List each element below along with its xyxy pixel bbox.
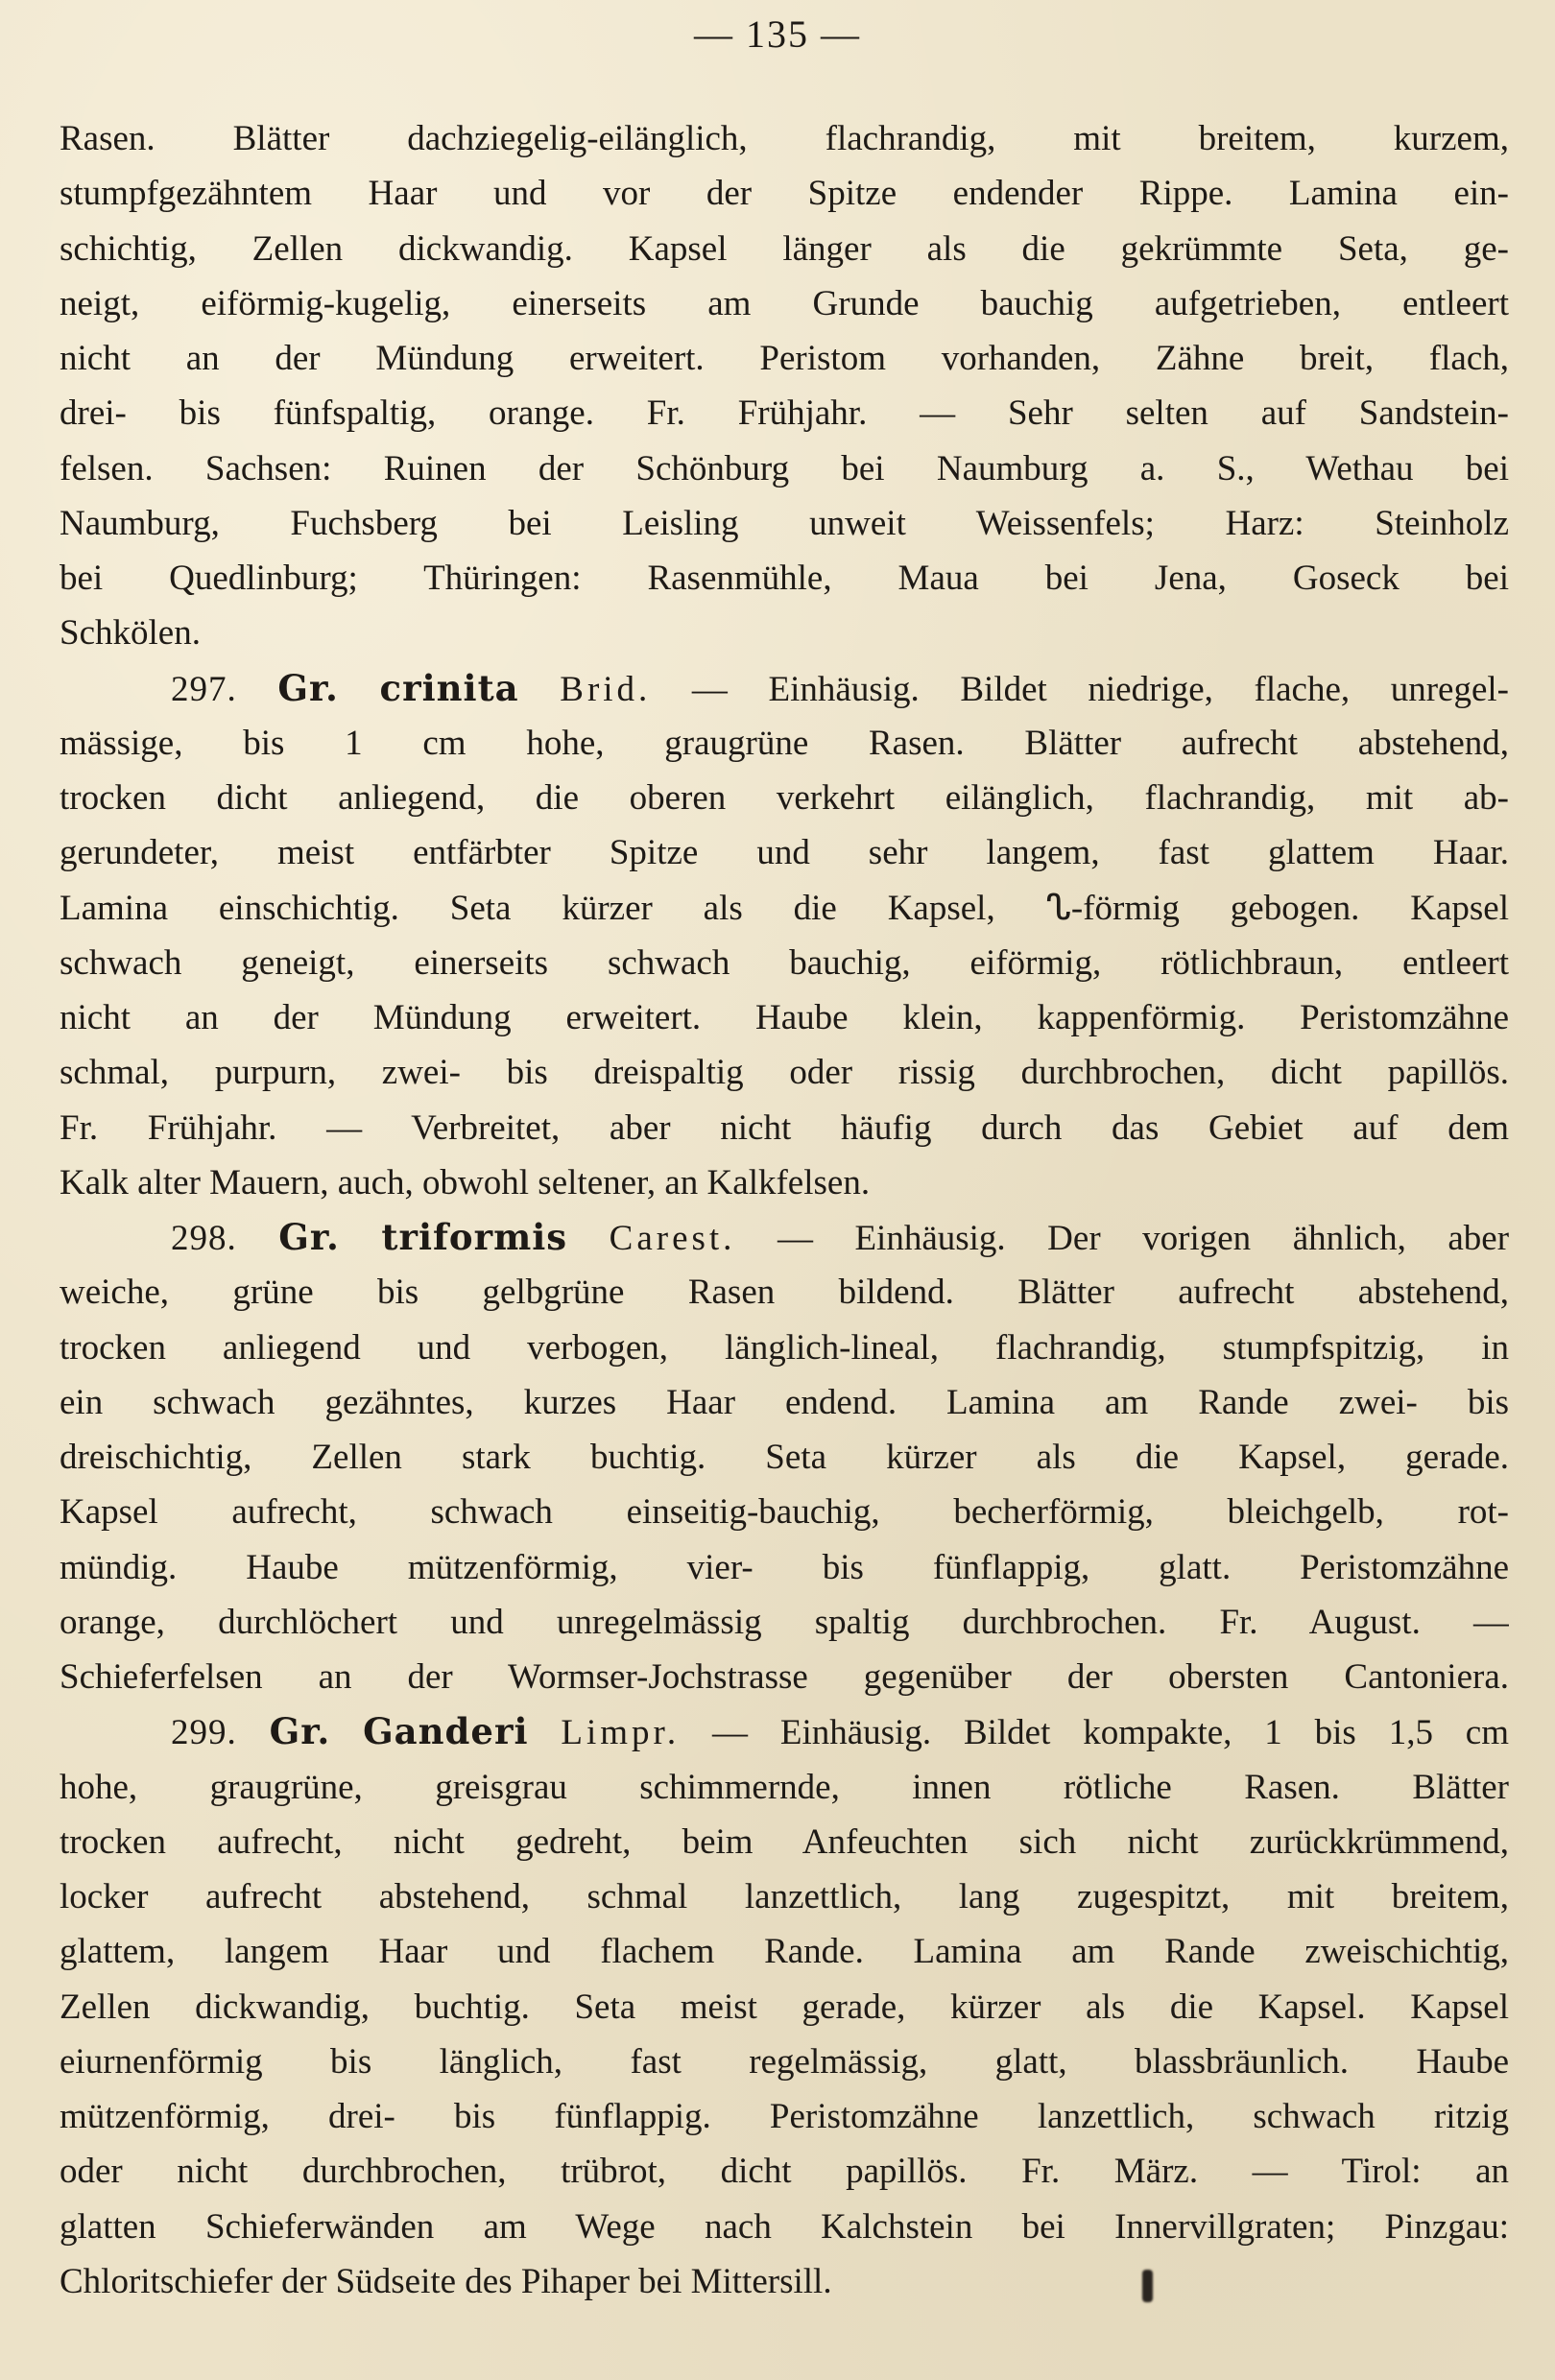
entry-heading-line bbox=[60, 1704, 1509, 1759]
species-name: crinita bbox=[379, 666, 519, 709]
entry-number: 299. bbox=[171, 1713, 237, 1753]
text-line: trocken anliegend und verbogen, länglich-lineal, flachrandig, stumpfspitzig, in bbox=[60, 1327, 1509, 1368]
text-line: Kapsel aufrecht, schwach einseitig-bauchig, becherförmig, bleichgelb, rot- bbox=[60, 1492, 1509, 1533]
entry-heading-line bbox=[60, 1210, 1509, 1265]
text-line: nicht an der Mündung erweitert. Haube klein, kappenförmig. Peristomzähne bbox=[60, 998, 1509, 1037]
text-line: glatten Schieferwänden am Wege nach Kalchstein bei Innervillgraten; Pinzgau: bbox=[60, 2206, 1509, 2247]
text-line: Schieferfelsen an der Wormser-Jochstrasse gegenüber der obersten Cantoniera. bbox=[60, 1657, 1509, 1697]
text-line: Chloritschiefer der Südseite des Pihaper bei Mittersill. bbox=[60, 2261, 832, 2301]
text-line: locker aufrecht abstehend, schmal lanzettlich, lang zugespitzt, mit breitem, bbox=[60, 1877, 1509, 1916]
genus-abbreviation: Gr. bbox=[278, 1216, 340, 1258]
text-line: neigt, eiförmig-kugelig, einerseits am Grunde bauchig aufgetrieben, entleert bbox=[60, 283, 1509, 323]
text-line: ein schwach gezähntes, kurzes Haar endend. Lamina am Rande zwei- bis bbox=[60, 1382, 1509, 1422]
text-line: orange, durchlöchert und unregelmässig spaltig durchbrochen. Fr. August. — bbox=[60, 1602, 1509, 1642]
entry-number: 297. bbox=[171, 669, 237, 709]
text-line: Lamina einschichtig. Seta kürzer als die Kapsel, ᔐ-förmig gebogen. Kapsel bbox=[60, 888, 1509, 928]
entry-number: 298. bbox=[171, 1219, 237, 1258]
author-name: Limpr. bbox=[561, 1713, 681, 1753]
species-entry-299 bbox=[60, 1704, 1509, 2309]
entry-heading-line bbox=[60, 661, 1509, 716]
author-name: Brid. bbox=[560, 669, 652, 709]
text-line: Rasen. Blätter dachziegelig-eilänglich, flachrandig, mit breitem, kurzem, bbox=[60, 119, 1509, 158]
text-line: Schkölen. bbox=[60, 613, 201, 654]
text-line: stumpfgezähntem Haar und vor der Spitze endender Rippe. Lamina ein- bbox=[60, 174, 1509, 214]
text-line: Kalk alter Mauern, auch, obwohl seltener, an Kalkfelsen. bbox=[60, 1162, 871, 1202]
entry-first-line-text: — Einhäusig. Bildet kompakte, 1 bis 1,5 cm bbox=[711, 1713, 1509, 1753]
text-line: schmal, purpurn, zwei- bis dreispaltig oder rissig durchbrochen, dicht papillös. bbox=[60, 1053, 1509, 1093]
text-line: mässige, bis 1 cm hohe, graugrüne Rasen. Blätter aufrecht abstehend, bbox=[60, 723, 1509, 763]
text-line: Zellen dickwandig, buchtig. Seta meist gerade, kürzer als die Kapsel. Kapsel bbox=[60, 1987, 1509, 2027]
text-line: schichtig, Zellen dickwandig. Kapsel länger als die gekrümmte Seta, ge- bbox=[60, 228, 1509, 269]
continuation-paragraph bbox=[60, 111, 1509, 661]
text-line: oder nicht durchbrochen, trübrot, dicht papillös. Fr. März. — Tirol: an bbox=[60, 2152, 1509, 2192]
author-name: Carest. bbox=[609, 1219, 736, 1258]
genus-abbreviation: Gr. bbox=[269, 1710, 331, 1753]
species-entry-297 bbox=[60, 661, 1509, 1211]
text-line: dreischichtig, Zellen stark buchtig. Seta kürzer als die Kapsel, gerade. bbox=[60, 1438, 1509, 1477]
text-line: bei Quedlinburg; Thüringen: Rasenmühle, Maua bei Jena, Goseck bei bbox=[60, 559, 1509, 598]
text-line: mündig. Haube mützenförmig, vier- bis fünflappig, glatt. Peristomzähne bbox=[60, 1547, 1509, 1587]
page-number: — 135 — bbox=[694, 12, 861, 56]
text-line: schwach geneigt, einerseits schwach bauchig, eiförmig, rötlichbraun, entleert bbox=[60, 942, 1509, 983]
text-line: mützenförmig, drei- bis fünflappig. Peristomzähne lanzettlich, schwach ritzig bbox=[60, 2097, 1509, 2136]
text-line: felsen. Sachsen: Ruinen der Schönburg bei Naumburg a. S., Wethau bei bbox=[60, 448, 1509, 488]
text-line: drei- bis fünfspaltig, orange. Fr. Frühjahr. — Sehr selten auf Sandstein- bbox=[60, 393, 1509, 434]
text-line: nicht an der Mündung erweitert. Peristom vorhanden, Zähne breit, flach, bbox=[60, 339, 1509, 378]
entry-first-line-text: — Einhäusig. Bildet niedrige, flache, unregel- bbox=[691, 669, 1509, 709]
text-body bbox=[60, 111, 1509, 2309]
text-line: gerundeter, meist entfärbter Spitze und sehr langem, fast glattem Haar. bbox=[60, 833, 1509, 873]
species-name: triformis bbox=[381, 1216, 568, 1258]
text-line: hohe, graugrüne, greisgrau schimmernde, innen rötliche Rasen. Blätter bbox=[60, 1767, 1509, 1807]
text-line: Naumburg, Fuchsberg bei Leisling unweit Weissenfels; Harz: Steinholz bbox=[60, 503, 1509, 543]
text-line: glattem, langem Haar und flachem Rande. Lamina am Rande zweischichtig, bbox=[60, 1932, 1509, 1972]
species-name: Ganderi bbox=[363, 1710, 529, 1753]
text-line: weiche, grüne bis gelbgrüne Rasen bildend. Blätter aufrecht abstehend, bbox=[60, 1273, 1509, 1313]
genus-abbreviation: Gr. bbox=[277, 666, 339, 709]
text-line: eiurnenförmig bis länglich, fast regelmässig, glatt, blassbräunlich. Haube bbox=[60, 2041, 1509, 2082]
text-line: trocken dicht anliegend, die oberen verkehrt eilänglich, flachrandig, mit ab- bbox=[60, 778, 1509, 818]
entry-first-line-text: — Einhäusig. Der vorigen ähnlich, aber bbox=[777, 1219, 1509, 1258]
ink-blot bbox=[1142, 2270, 1153, 2302]
text-line: trocken aufrecht, nicht gedreht, beim Anfeuchten sich nicht zurückkrümmend, bbox=[60, 1821, 1509, 1862]
species-entry-298 bbox=[60, 1210, 1509, 1704]
text-line: Fr. Frühjahr. — Verbreitet, aber nicht häufig durch das Gebiet auf dem bbox=[60, 1107, 1509, 1148]
